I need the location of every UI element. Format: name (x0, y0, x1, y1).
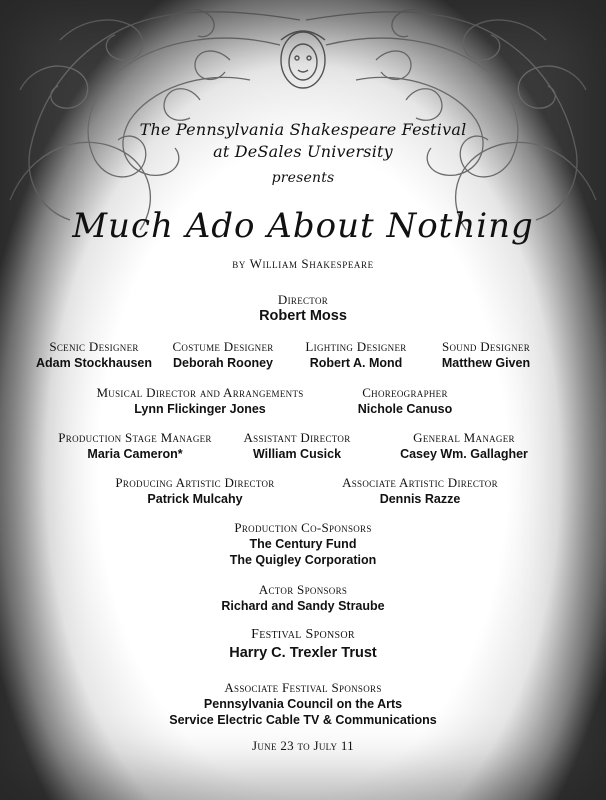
credit-musical-director (70, 385, 330, 417)
credit-name: Deborah Rooney (172, 356, 273, 370)
credit-name: Adam Stockhausen (35, 356, 152, 370)
credit-producing-artistic-director (95, 475, 295, 507)
credit-production-stage-manager (45, 430, 225, 462)
festival-sponsor (0, 627, 606, 663)
credit-general-manager (380, 430, 548, 462)
credit-assistant-director (232, 430, 362, 462)
credit-name: Robert A. Mond (309, 356, 403, 370)
credit-role: Lighting Designer (305, 339, 407, 354)
credit-name: Patrick Mulcahy (147, 492, 243, 506)
credit-name: Lynn Flickinger Jones (134, 402, 266, 416)
sponsor-name: The Quigley Corporation (229, 553, 377, 567)
credit-role: Costume Designer (172, 339, 274, 354)
presenter-line-1: The Pennsylvania Shakespeare Festival (139, 120, 467, 139)
credit-costume-designer (160, 339, 286, 371)
sponsor-role: Actor Sponsors (258, 582, 348, 597)
sponsor-name: Service Electric Cable TV & Communications (169, 713, 437, 727)
credit-sound-designer (424, 339, 548, 371)
sponsor-name: The Century Fund (249, 537, 357, 551)
credit-name: Matthew Given (441, 356, 531, 370)
credit-role: Production Stage Manager (58, 430, 212, 445)
credit-role: Director (277, 292, 329, 307)
play-title: Much Ado About Nothing (72, 206, 534, 246)
actor-sponsors (0, 582, 606, 614)
credit-name: Maria Cameron* (87, 447, 183, 461)
credit-role: Producing Artistic Director (115, 475, 275, 490)
credit-role: Sound Designer (441, 339, 531, 354)
credit-name: William Cusick (252, 447, 342, 461)
associate-festival-sponsors (0, 680, 606, 728)
sponsor-role: Festival Sponsor (251, 627, 355, 642)
credit-scenic-designer (32, 339, 156, 371)
credit-name: Nichole Canuso (357, 402, 453, 416)
credit-role: General Manager (413, 430, 515, 445)
credit-name: Robert Moss (259, 308, 347, 324)
credit-director (0, 292, 606, 324)
credit-role: Scenic Designer (49, 339, 139, 354)
sponsor-role: Production Co-Sponsors (234, 520, 372, 535)
credit-role: Assistant Director (243, 430, 351, 445)
sponsor-name: Richard and Sandy Straube (221, 599, 385, 613)
credit-lighting-designer (290, 339, 422, 371)
presenter-line-2: at DeSales University (213, 142, 393, 161)
byline: by William Shakespeare (232, 256, 374, 271)
sponsor-name: Harry C. Trexler Trust (229, 645, 377, 661)
sponsor-role: Associate Festival Sponsors (224, 680, 382, 695)
credit-role: Musical Director and Arrangements (96, 385, 304, 400)
credit-role: Choreographer (362, 385, 448, 400)
production-co-sponsors (0, 520, 606, 568)
sponsor-name: Pennsylvania Council on the Arts (203, 697, 403, 711)
presents-text: presents (271, 170, 335, 186)
credit-name: Dennis Razze (379, 492, 461, 506)
credit-name: Casey Wm. Gallagher (400, 447, 528, 461)
performance-dates: June 23 to July 11 (252, 738, 354, 753)
credit-role: Associate Artistic Director (342, 475, 498, 490)
credit-choreographer (340, 385, 470, 417)
credit-associate-artistic-director (315, 475, 525, 507)
